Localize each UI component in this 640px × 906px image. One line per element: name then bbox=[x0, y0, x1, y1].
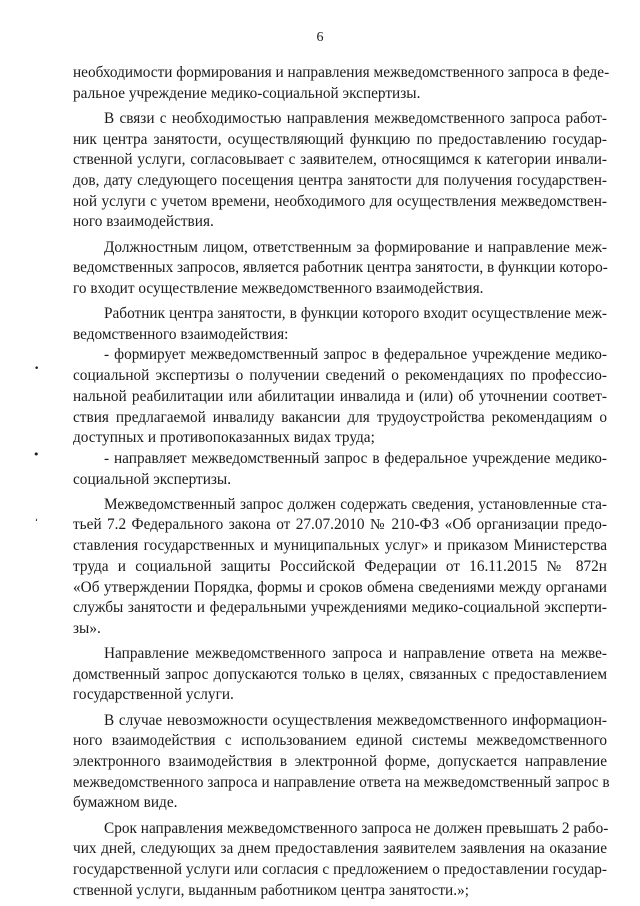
paragraph bbox=[73, 238, 607, 300]
scan-speck: • bbox=[33, 448, 40, 461]
text-line: электронного взаимодействия в электронной форме, допускается направление bbox=[73, 753, 607, 770]
text-line: ведомственных запросов, является работник центра занятости, в функции которо- bbox=[73, 259, 608, 277]
paragraph bbox=[73, 109, 607, 233]
text-line: «Об утверждении Порядка, формы и сроков обмена сведениями между органами bbox=[73, 578, 607, 596]
text-line: необходимости формирования и направления межведомственного запроса в феде- bbox=[73, 64, 610, 81]
text-line: службы занятости и федеральными учреждениями медико-социальной эксперти- bbox=[73, 599, 607, 617]
text-line: ственной услуги, выданным работником центра занятости.»; bbox=[73, 881, 469, 899]
text-line: бумажном виде. bbox=[73, 794, 178, 812]
text-line: социальной экспертизы. bbox=[73, 470, 232, 488]
text-line: государственной услуги или согласия с предложением о предоставлении государ- bbox=[73, 860, 607, 878]
text-line: межведомственного запроса и направление ответа на межведомственный запрос в bbox=[73, 773, 610, 791]
paragraph bbox=[73, 304, 607, 345]
text-line: ного взаимодействия. bbox=[73, 213, 214, 231]
text-line: ведомственного взаимодействия: bbox=[73, 325, 289, 343]
text-line: ствия предлагаемой инвалиду вакансии для трудоустройства рекомендациям о bbox=[73, 408, 607, 426]
text-line: ник центра занятости, осуществляющий функцию по предоставлению государ- bbox=[73, 130, 607, 148]
paragraph bbox=[73, 345, 607, 448]
text-line: ной услуги с учетом времени, необходимого для осуществления межведомствен- bbox=[73, 192, 607, 210]
text-line: дов, дату следующего посещения центра занятости для получения государствен- bbox=[73, 171, 607, 189]
text-line: ственной услуги, согласовывает с заявителем, относящимся к категории инвали- bbox=[73, 151, 607, 169]
text-line: ральное учреждение медико-социальной экспертизы. bbox=[73, 84, 421, 102]
text-line: домственный запрос допускаются только в целях, связанных с предоставлением bbox=[73, 665, 607, 683]
text-line: труда и социальной защиты Российской Федерации от 16.11.2015 № 872н bbox=[73, 557, 607, 575]
paragraph bbox=[73, 63, 610, 104]
text-line: ного взаимодействия с использованием единой системы межведомственного bbox=[73, 732, 607, 750]
text-line: доступных и противопоказанных видах труда; bbox=[73, 429, 375, 447]
text-line: - формирует межведомственный запрос в федеральное учреждение медико- bbox=[104, 346, 607, 364]
paragraph bbox=[73, 711, 610, 814]
text-line: - направляет межведомственный запрос в федеральное учреждение медико- bbox=[104, 449, 607, 467]
text-line: В связи с необходимостью направления межведомственного запроса работ- bbox=[104, 109, 607, 127]
text-line: Должностным лицом, ответственным за формирование и направление меж- bbox=[104, 238, 607, 256]
text-line: ставления государственных и муниципальных услуг» и приказом Министерства bbox=[73, 537, 607, 555]
text-line: В случае невозможности осуществления межведомственного информацион- bbox=[104, 711, 607, 729]
scan-speck: • bbox=[34, 364, 40, 374]
paragraph bbox=[73, 644, 607, 706]
text-line: зы». bbox=[73, 619, 101, 637]
paragraph bbox=[73, 495, 607, 640]
text-line: го входит осуществление межведомственного взаимодействия. bbox=[73, 279, 484, 297]
text-line: Работник центра занятости, в функции которого входит осуществление меж- bbox=[104, 305, 607, 323]
text-line: государственной услуги. bbox=[73, 686, 234, 704]
scan-speck: ʻ bbox=[35, 518, 39, 529]
text-line: тьей 7.2 Федерального закона от 27.07.2010 № 210-ФЗ «Об организации предо- bbox=[73, 516, 607, 534]
paragraph bbox=[73, 449, 607, 490]
text-line: социальной экспертизы о получении сведений о рекомендациях по профессио- bbox=[73, 367, 607, 385]
text-line: нальной реабилитации или абилитации инвалида и (или) об уточнении соответ- bbox=[73, 387, 607, 405]
paragraph bbox=[73, 819, 607, 902]
text-line: Межведомственный запрос должен содержать сведения, установленные ста- bbox=[104, 495, 607, 513]
text-line: чих дней, следующих за днем предоставления заявителем заявления на оказание bbox=[73, 840, 607, 858]
page-number: 6 bbox=[316, 30, 324, 45]
text-line: Срок направления межведомственного запроса не должен превышать 2 рабо- bbox=[104, 819, 609, 837]
document-body bbox=[73, 63, 610, 906]
text-line: Направление межведомственного запроса и направление ответа на межве- bbox=[104, 645, 607, 663]
